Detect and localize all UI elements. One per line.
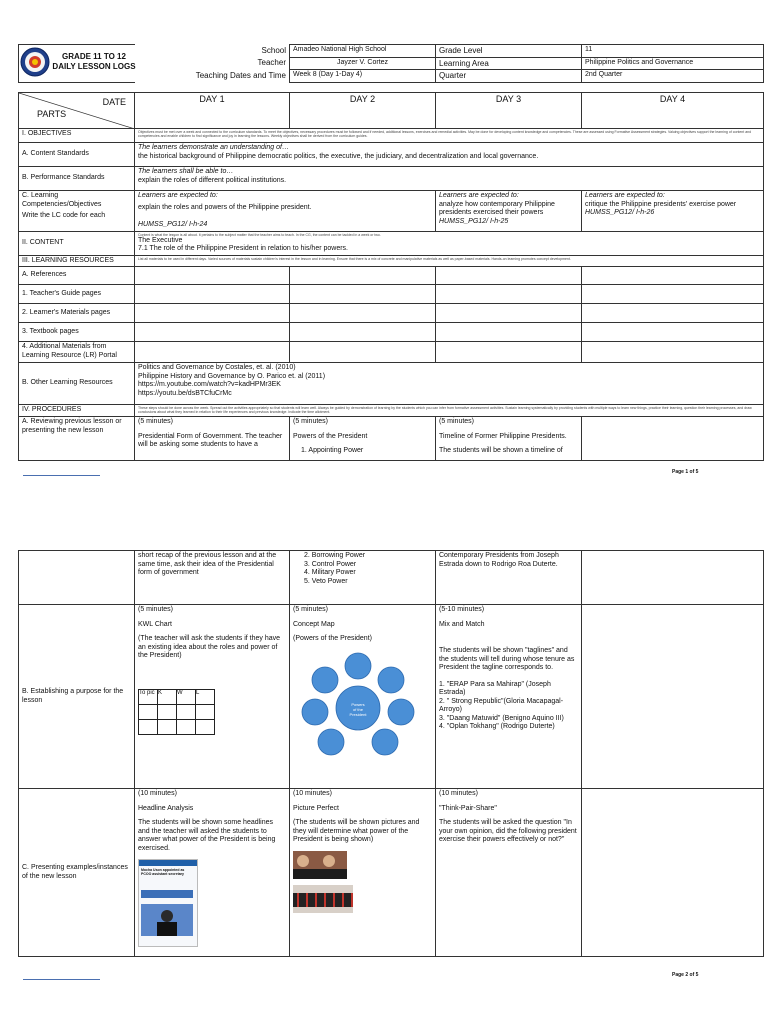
power-military: 4. Military Power bbox=[304, 569, 356, 576]
teacher-value: Jayzer V. Cortez bbox=[290, 57, 436, 70]
review-day3-continued: Contemporary Presidents from Joseph Estrada down to Rodrigo Roa Duterte. bbox=[436, 551, 582, 605]
kwl-l: L bbox=[196, 689, 215, 704]
news-screenshot bbox=[138, 859, 198, 947]
page-1 bbox=[18, 44, 763, 469]
procedures-note: These steps should be done across the week. Spread out the activities appropriately so that students will learn well. Always be guided by demonstration of learning by the students which you can infer from formative assessment activities. Sustain learning systematically by providing students with multiple ways to learn new things, practice their learning, question their learning processes, and draw conclusions about what they learned in relation to their life experiences and previous knowledge. Indicate the time allotment. bbox=[138, 406, 752, 414]
other-resources-label: B. Other Learning Resources bbox=[19, 363, 135, 405]
other-resource-1: Politics and Governance by Costales, et. al. (2010) bbox=[138, 364, 296, 371]
lc-code-label: Write the LC code for each bbox=[22, 212, 106, 219]
content-standards-value: the historical background of Philippine democratic politics, the executive, the judiciary, and decentralization and local governance. bbox=[138, 152, 539, 160]
performance-standards-label: B. Performance Standards bbox=[19, 167, 135, 191]
kwl-chart bbox=[138, 689, 215, 735]
area-value: Philippine Politics and Governance bbox=[582, 57, 764, 70]
page2-footer-line bbox=[23, 979, 100, 980]
dll-title: GRADE 11 TO 12 DAILY LESSON LOGS bbox=[52, 52, 136, 71]
kwl-topic: To pic bbox=[139, 689, 158, 704]
power-control: 3. Control Power bbox=[304, 560, 357, 568]
concept-map bbox=[293, 650, 423, 762]
power-veto: 5. Veto Power bbox=[304, 577, 348, 585]
purpose-day1-title: KWL Chart bbox=[138, 620, 172, 628]
day3-header: DAY 3 bbox=[436, 93, 582, 129]
power-borrowing: 2. Borrowing Power bbox=[304, 552, 366, 559]
tagline-2: 2. " Strong Republic"(Gloria Macapagal-Arroyo) bbox=[439, 697, 564, 713]
page1-number: Page 1 of 5 bbox=[672, 469, 699, 475]
purpose-day3-time: (5-10 minutes) bbox=[439, 606, 485, 613]
objectives-label: I. OBJECTIVES bbox=[19, 129, 135, 143]
date-parts-cell bbox=[19, 93, 135, 129]
teachers-guide-label: 1. Teacher's Guide pages bbox=[19, 285, 135, 304]
other-resource-2: Philippine History and Governance by O. Parico et. al (2011) bbox=[138, 372, 326, 380]
review-day2-text: Powers of the President bbox=[293, 432, 368, 440]
content-topic: The Executive bbox=[138, 236, 183, 244]
examples-day3-title: "Think-Pair-Share" bbox=[439, 804, 497, 812]
examples-day1-title: Headline Analysis bbox=[138, 804, 194, 812]
review-label: A. Reviewing previous lesson or presenting the new lesson bbox=[19, 417, 135, 461]
lc-day4: critique the Philippine presidents' exercise power bbox=[585, 200, 737, 208]
lc-lead: Learners are expected to: bbox=[138, 192, 218, 199]
lc-day1-code: HUMSS_PG12/ I-h-24 bbox=[138, 221, 208, 228]
lc-day3-code: HUMSS_PG12/ I-h-25 bbox=[439, 217, 509, 225]
other-resource-link-2[interactable]: https://youtu.be/dsBTCfuCrMc bbox=[138, 389, 232, 397]
tagline-1: 1. "ERAP Para sa Mahirap" (Joseph Estrada) bbox=[439, 680, 551, 696]
examples-day2-time: (10 minutes) bbox=[293, 790, 332, 797]
performance-standards-lead: The learners shall be able to… bbox=[138, 168, 234, 175]
concept-map-center: Powers bbox=[351, 701, 365, 707]
page2-number: Page 2 of 5 bbox=[672, 972, 699, 978]
purpose-day1-text: (The teacher will ask the students if they have an existing idea about the roles and power of the President) bbox=[138, 635, 281, 659]
date-header: DATE bbox=[102, 97, 126, 107]
purpose-day3-text: The students will be shown "taglines" and the students will tell during whose tenure as President the tagline corresponds to. bbox=[439, 647, 575, 671]
day2-header: DAY 2 bbox=[290, 93, 436, 129]
references-label: A. References bbox=[19, 267, 135, 285]
quarter-label: Quarter bbox=[436, 70, 582, 83]
svg-text:of the: of the bbox=[352, 706, 364, 712]
textbook-label: 3. Textbook pages bbox=[19, 323, 135, 342]
school-label: School bbox=[261, 45, 286, 55]
objectives-note: Objectives must be met over a week and connected to the curriculum standards. To meet the objectives, necessary procedures must be followed and if needed, additional lessons, exercises and remedial activities. May be done for developing content knowledge and competencies. These are assessed using Formative Assessment strategies. Valuing objectives support the learning of content and competencies and enable children to find significance and joy in learning the lessons. Weekly objectives shall be derived from the curriculum guides. bbox=[138, 130, 752, 138]
other-resource-link-1[interactable]: https://m.youtube.com/watch?v=kadHPMr3EK bbox=[138, 381, 281, 388]
area-label: Learning Area bbox=[436, 57, 582, 70]
lc-day4-code: HUMSS_PG12/ I-h-26 bbox=[585, 209, 655, 216]
purpose-day2-time: (5 minutes) bbox=[293, 606, 329, 613]
review-day1-text: Presidential Form of Government. The teacher will be asking some students to have a bbox=[138, 432, 283, 448]
content-subtopic: 7.1 The role of the Philippine President in relation to his/her powers. bbox=[138, 245, 348, 252]
examples-day2-text: (The students will be shown pictures and they will determine what power of the President is being shown) bbox=[293, 819, 420, 843]
review-day2-time: (5 minutes) bbox=[293, 418, 329, 425]
dates-label: Teaching Dates and Time bbox=[195, 70, 286, 80]
quarter-value: 2nd Quarter bbox=[582, 70, 764, 83]
grade-label: Grade Level bbox=[436, 45, 582, 58]
page1-footer-line bbox=[23, 475, 100, 476]
purpose-day3-title: Mix and Match bbox=[439, 620, 485, 628]
dates-value: Week 8 (Day 1-Day 4) bbox=[290, 70, 436, 83]
examples-day2-title: Picture Perfect bbox=[293, 804, 339, 812]
review-day3-text: Timeline of Former Philippine Presidents. bbox=[439, 432, 567, 440]
procedures-label: IV. PROCEDURES bbox=[19, 405, 135, 417]
competencies-label: C. Learning Competencies/Objectives bbox=[22, 192, 102, 208]
lc-day3-lead: Learners are expected to: bbox=[439, 192, 519, 199]
kwl-k: K bbox=[158, 689, 177, 704]
tagline-3: 3. "Daang Matuwid" (Benigno Aquino III) bbox=[439, 714, 564, 722]
presenting-label: C. Presenting examples/instances of the new lesson bbox=[19, 789, 135, 957]
lesson-table-page2 bbox=[18, 550, 764, 957]
review-day1-time: (5 minutes) bbox=[138, 418, 174, 425]
header-table bbox=[18, 44, 764, 83]
content-standards-label: A. Content Standards bbox=[19, 143, 135, 167]
examples-day1-time: (10 minutes) bbox=[138, 790, 177, 797]
review-day1-continued: short recap of the previous lesson and at the same time, ask their idea of the Presidential form of government bbox=[135, 551, 290, 605]
purpose-label: B. Establishing a purpose for the lesson bbox=[19, 605, 135, 789]
lesson-table bbox=[18, 92, 764, 461]
day1-header: DAY 1 bbox=[135, 93, 290, 129]
content-note: Content is what the lesson is all about. It pertains to the subject matter that the teacher aims to teach. In the CG, the content can be tackled in a week or two. bbox=[138, 232, 381, 237]
grade-value: 11 bbox=[582, 45, 764, 58]
parts-header: PARTS bbox=[37, 109, 67, 119]
review-day3-time: (5 minutes) bbox=[439, 418, 475, 425]
content-standards-lead: The learners demonstrate an understanding of… bbox=[138, 144, 289, 151]
purpose-day1-time: (5 minutes) bbox=[138, 606, 174, 613]
president-photo-1 bbox=[293, 851, 347, 879]
examples-day3-time: (10 minutes) bbox=[439, 790, 478, 797]
kwl-w: W bbox=[177, 689, 196, 704]
review-day3-text2: The students will be shown a timeline of bbox=[439, 447, 563, 454]
resources-label: III. LEARNING RESOURCES bbox=[19, 255, 135, 267]
additional-materials-label: 4. Additional Materials from Learning Resource (LR) Portal bbox=[19, 342, 135, 363]
lc-day1: explain the roles and powers of the Philippine president. bbox=[138, 203, 312, 211]
performance-standards-value: explain the roles of different political institutions. bbox=[138, 176, 287, 184]
day4-header: DAY 4 bbox=[582, 93, 764, 129]
examples-day3-text: The students will be asked the question "In your own opinion, did the following president exercise their powers effectively or not?" bbox=[439, 819, 577, 843]
learners-materials-label: 2. Learner's Materials pages bbox=[19, 304, 135, 323]
purpose-day2-title: Concept Map bbox=[293, 620, 335, 628]
purpose-day2-text: (Powers of the President) bbox=[293, 635, 372, 642]
lc-day4-lead: Learners are expected to: bbox=[585, 192, 665, 199]
content-label: II. CONTENT bbox=[19, 231, 135, 255]
teacher-label: Teacher bbox=[257, 58, 286, 67]
svg-text:President: President bbox=[349, 711, 367, 717]
examples-day1-text: The students will be shown some headlines and the teacher will asked the students to answer what power of the President is being exercised. bbox=[138, 819, 276, 852]
resources-note: List all materials to be used in different days. Varied sources of materials sustain children's interest in the lesson and in learning. Ensure that there is a mix of concrete and manipulative materials as well as paper-based materials. Hands-on learning promotes concept development. bbox=[138, 256, 571, 261]
review-day2-item1: 1. Appointing Power bbox=[301, 447, 364, 454]
news-headline: Mocha Uson appointed as PCOO assistant secretary bbox=[141, 868, 185, 876]
tagline-4: 4. "Oplan Tokhang" (Rodrigo Duterte) bbox=[439, 723, 555, 730]
president-photo-2 bbox=[293, 885, 353, 913]
lc-day3: analyze how contemporary Philippine presidents exercised their powers bbox=[439, 200, 555, 216]
school-value: Amadeo National High School bbox=[290, 45, 436, 58]
